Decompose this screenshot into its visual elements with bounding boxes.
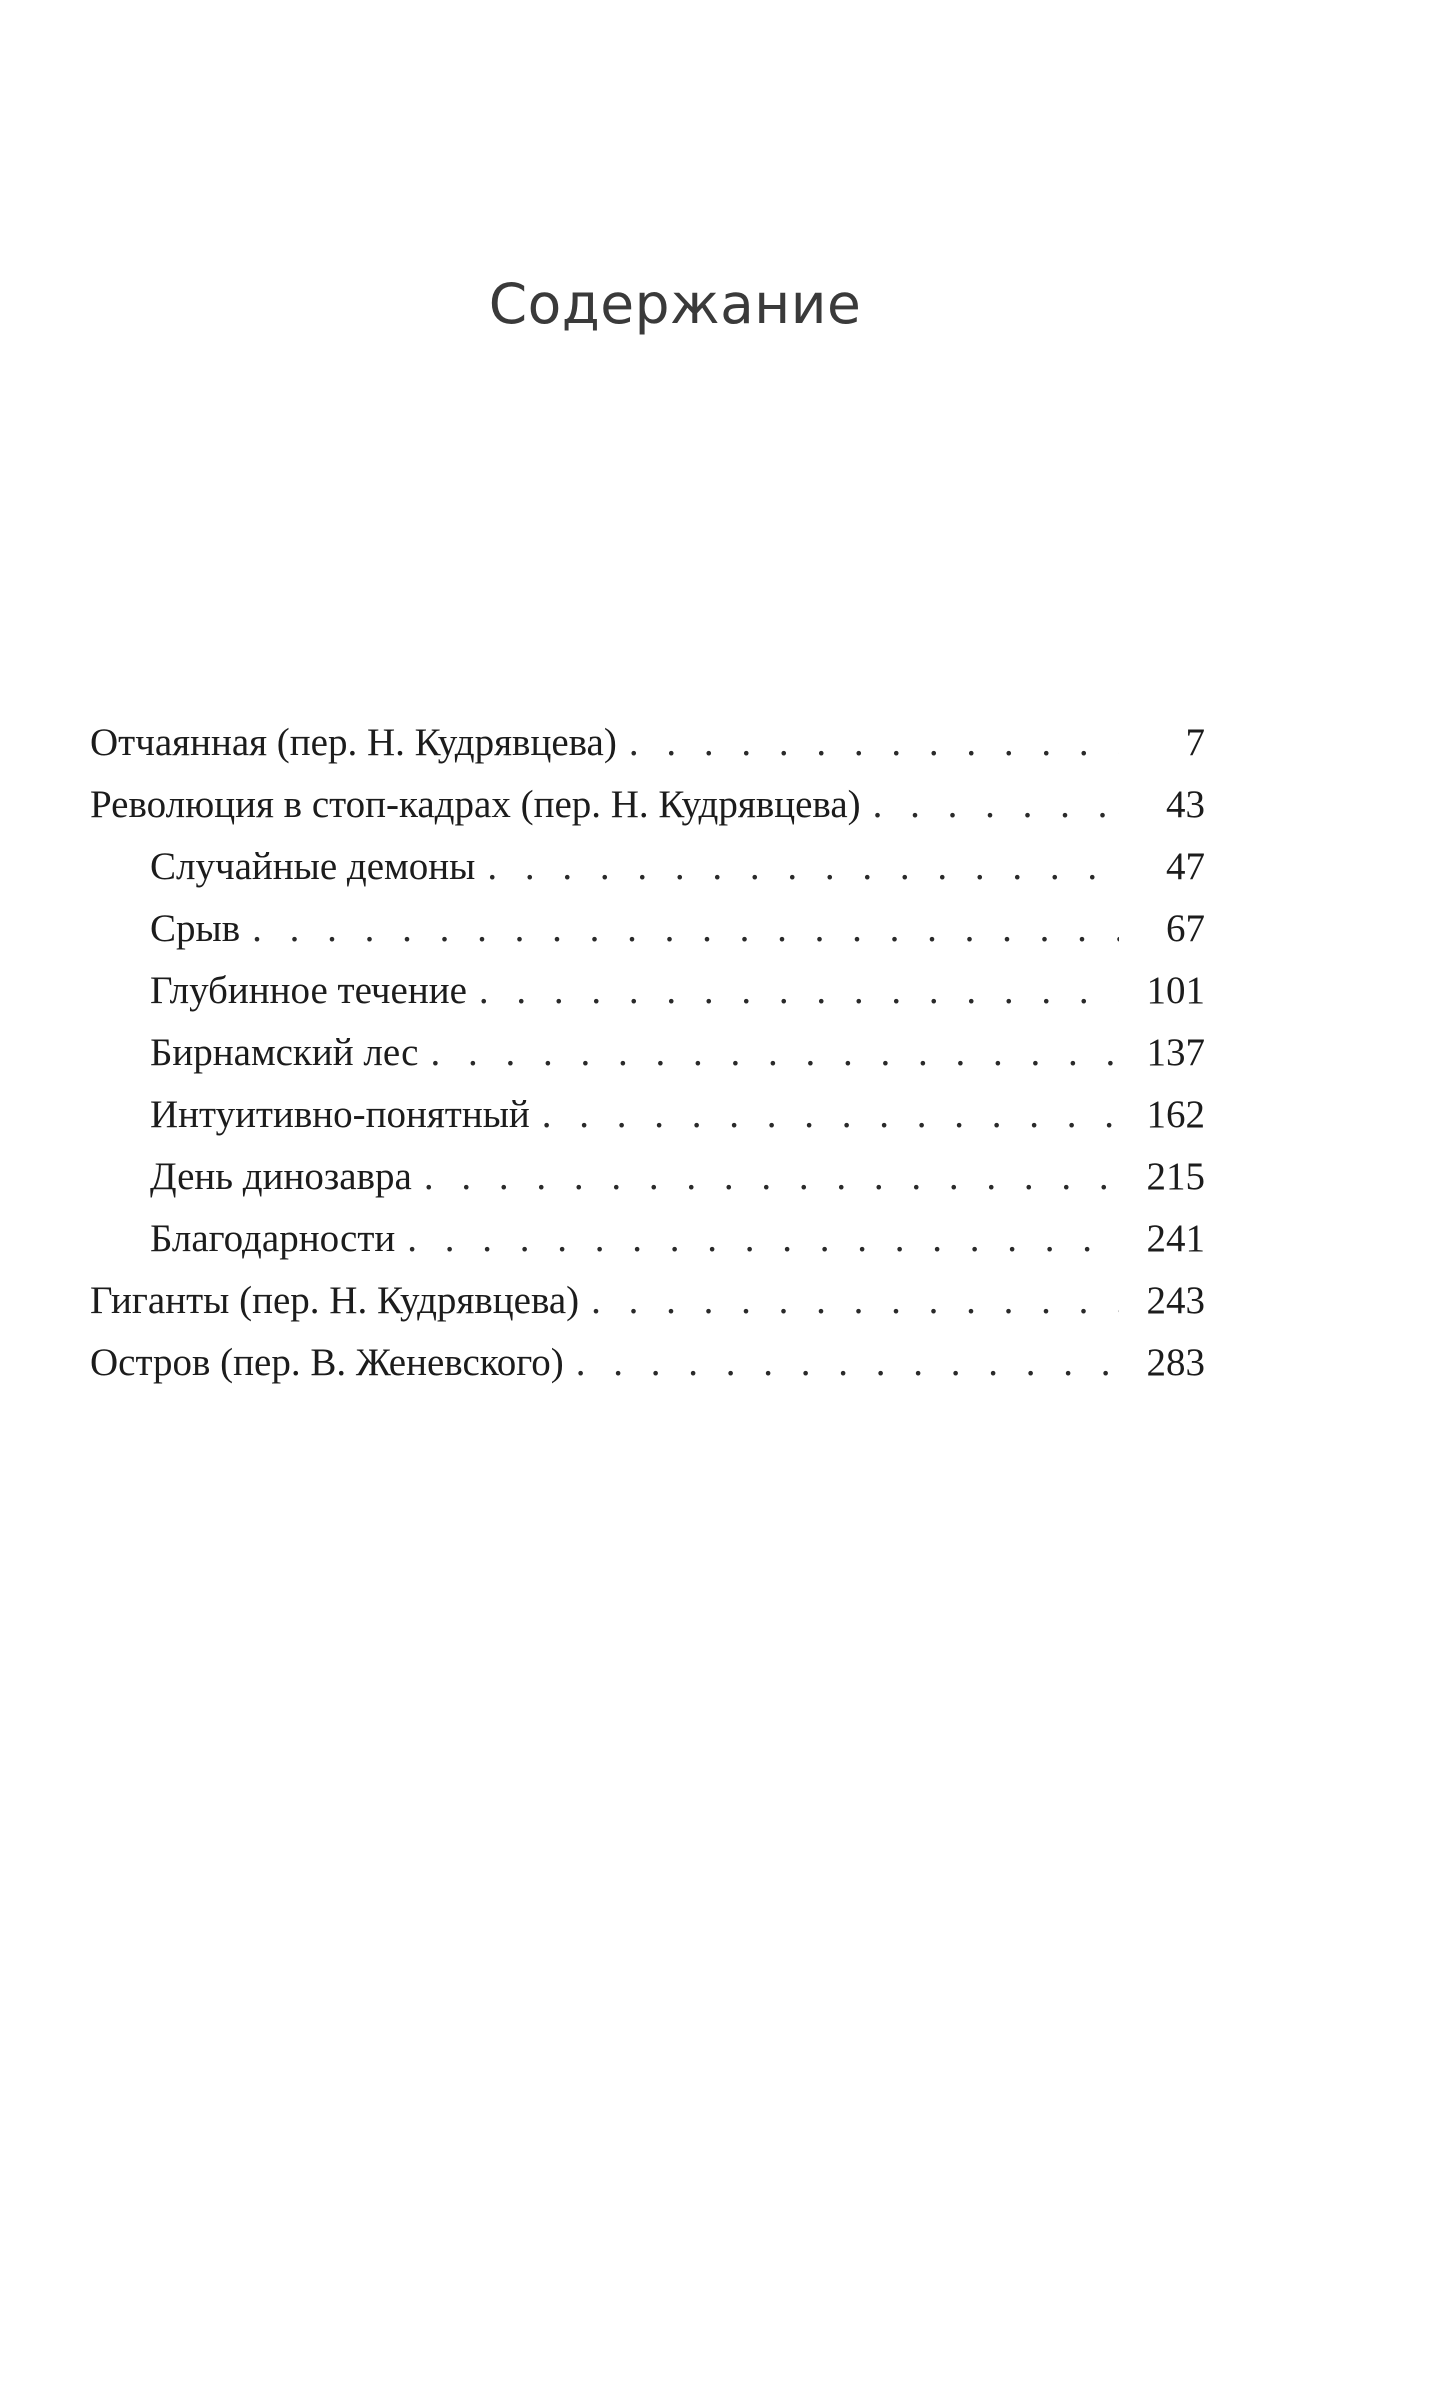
toc-entry-page: 243: [1146, 1279, 1205, 1322]
toc-entry-birnamskiy-les: [150, 1015, 1205, 1077]
toc-entry-sryv: [150, 891, 1205, 953]
toc-entry-otchayannaya: [90, 705, 1205, 767]
dot-leader: [424, 1153, 1119, 1201]
toc-entry-title: Благодарности: [150, 1217, 396, 1260]
page-title: Содержание: [488, 272, 862, 336]
toc-entry-blagodarnosti: [150, 1201, 1205, 1263]
toc-entry-page: 215: [1146, 1155, 1205, 1198]
toc-entry-title: Гиганты (пер. Н. Кудрявцева): [90, 1279, 580, 1322]
toc-entry-title: Глубинное течение: [150, 969, 467, 1012]
toc-entry-page: 162: [1146, 1093, 1205, 1136]
toc-entry-title: Срыв: [150, 907, 241, 950]
toc-entry-page: 47: [1166, 845, 1205, 888]
dot-leader: [479, 967, 1119, 1015]
toc-entry-page: 241: [1146, 1217, 1205, 1260]
toc-entry-title: Отчаянная (пер. Н. Кудрявцева): [90, 721, 617, 764]
toc-entry-page: 101: [1146, 969, 1205, 1012]
dot-leader: [407, 1215, 1119, 1263]
toc-entry-ostrov: [90, 1325, 1205, 1387]
toc-entry-title: Остров (пер. В. Женевского): [90, 1341, 564, 1384]
toc-entry-title: Случайные демоны: [150, 845, 476, 888]
dot-leader: [629, 719, 1119, 767]
toc-entry-den-dinozavra: [150, 1139, 1205, 1201]
toc-entry-page: 43: [1166, 783, 1205, 826]
dot-leader: [542, 1091, 1119, 1139]
toc-entry-sluchainye-demony: [150, 829, 1205, 891]
toc-entry-title: Бирнамский лес: [150, 1031, 419, 1074]
dot-leader: [591, 1277, 1119, 1325]
dot-leader: [576, 1339, 1119, 1387]
toc-entry-intuitivno-ponyatny: [150, 1077, 1205, 1139]
dot-leader: [487, 843, 1119, 891]
dot-leader: [873, 781, 1119, 829]
toc-entry-page: 7: [1185, 721, 1205, 764]
toc-entry-giganty: [90, 1263, 1205, 1325]
toc-entry-page: 137: [1146, 1031, 1205, 1074]
toc-entry-title: Революция в стоп-кадрах (пер. Н. Кудрявцева): [90, 783, 861, 826]
toc-entry-title: День динозавра: [150, 1155, 412, 1198]
toc-entry-glubinnoe-techenie: [150, 953, 1205, 1015]
dot-leader: [252, 905, 1119, 953]
toc-entry-revolyutsiya: [90, 767, 1205, 829]
dot-leader: [430, 1029, 1119, 1077]
toc-entry-page: 283: [1146, 1341, 1205, 1384]
toc-entry-title: Интуитивно-понятный: [150, 1093, 530, 1136]
toc-entry-page: 67: [1166, 907, 1205, 950]
